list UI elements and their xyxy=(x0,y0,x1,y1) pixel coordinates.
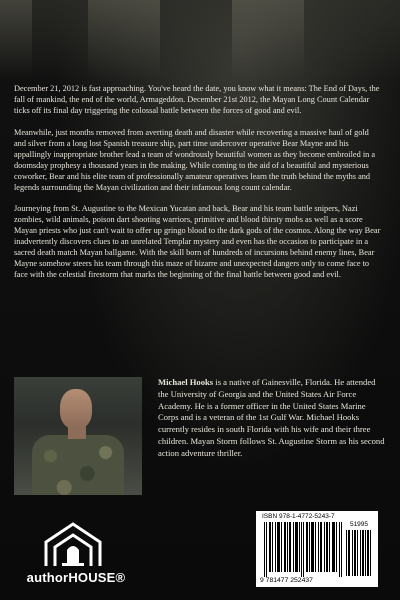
author-section xyxy=(14,377,386,503)
ean-digits: 9 781477 252437 xyxy=(260,577,313,584)
synopsis-blurb xyxy=(14,84,382,292)
price-addon-digits: 51995 xyxy=(349,521,369,528)
stone-texture-header xyxy=(0,0,400,80)
blurb-paragraph-3: Journeying from St. Augustine to the Mexican Yucatan and back, Bear and his team battle snipers, Nazi zombies, wild animals, poison dart shooting warriors, primitive and blood thirsty mobs as well as a score Mayan priests who just can't wait to offer up gringo blood to the dark gods of the cosmos. Along the way Bear inadvertently discovers clues to an unrelated Templar mystery and even has the occasion to participate in a sacred death match Mayan ballgame. With the skill born of hundreds of incursions behind enemy lines, Bear Mayne somehow steers his team through this maze of bizarre and unexpected dangers only to come face to face with the celestial firestorm that marks the beginning of the final battle between good and evil. xyxy=(14,204,381,280)
ean-barcode-bars xyxy=(264,522,344,577)
publisher-logo xyxy=(16,520,166,590)
publisher-brand: authorHOUSE® xyxy=(26,570,126,585)
author-name: Michael Hooks xyxy=(158,377,214,387)
blurb-paragraph-1: December 21, 2012 is fast approaching. You've heard the date, you know what it means: The End of Days, the fall of mankind, the end of the world, Armageddon. December 21st 2012, the Mayan Long Count Calendar ticks off its final day triggering the colossal battle between the forces of good and evil. xyxy=(14,84,380,115)
author-photo xyxy=(14,377,142,495)
author-bio-text: is a native of Gainesville, Florida. He attended the University of Georgia and the United States Air Force Academy. He is a former officer in the United States Marine Corps and is a veteran of the 1st Gulf War. Michael Hooks currently resides in south Florida with his wife and their three children. Mayan Storm follows St. Augustine Storm as his second action adventure thriller. xyxy=(158,377,385,458)
blurb-paragraph-2: Meanwhile, just months removed from averting death and disaster while recovering a massive haul of gold and silver from a long lost Spanish treasure ship, part time undercover operative Bear Mayne and his appallingly inappropriate brother lead a team of wondrously beautiful women as they become embroiled in a doomsday prophesy a thousand years in the making. While coming to the aid of a beautiful and mysterious coworker, Bear and his elite team of professionally amateur operatives learn the truth behind the myths and legends surrounding the Mayan civilization and their infamous long count calendar. xyxy=(14,127,376,192)
price-addon-bars xyxy=(346,530,372,576)
author-bio xyxy=(158,377,386,459)
isbn-barcode xyxy=(256,511,378,587)
authorhouse-house-icon xyxy=(38,520,108,570)
isbn-text: ISBN 978-1-4772-5243-7 xyxy=(262,513,335,520)
